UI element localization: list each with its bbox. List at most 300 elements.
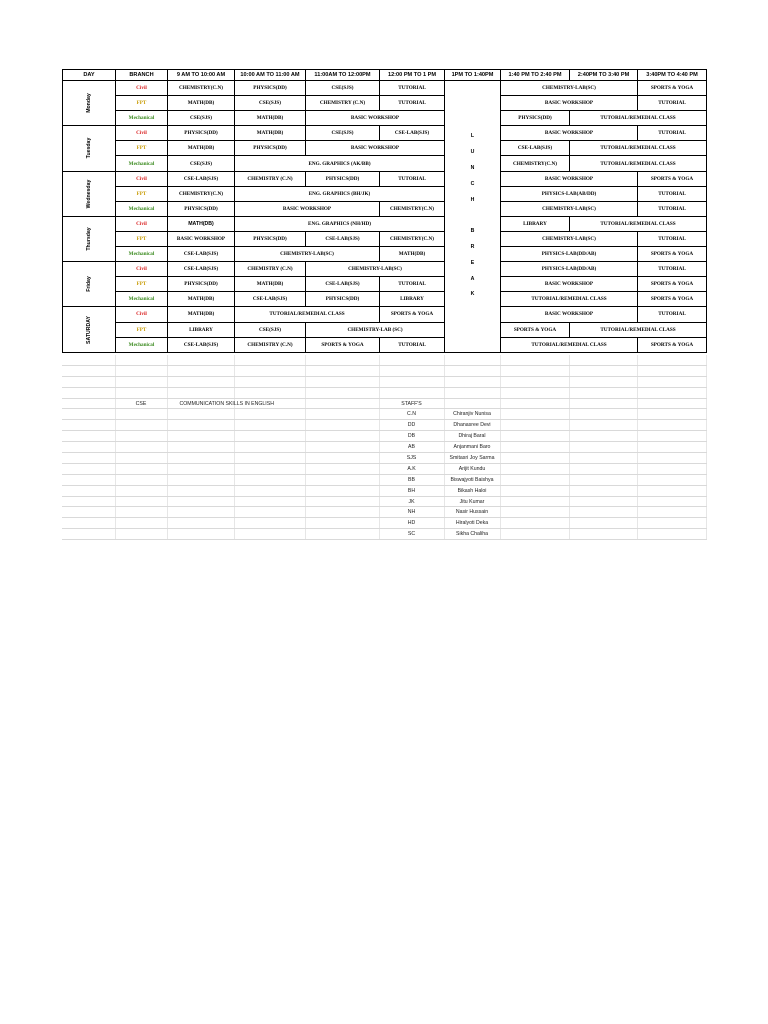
table-row: [63, 141, 707, 156]
staff-name: Bikash Haloi: [444, 485, 500, 496]
grid-cell: [62, 420, 115, 431]
class-cell: MATH(DB): [235, 277, 306, 292]
class-cell: CHEMISTRY (C.N): [235, 171, 306, 186]
grid-cell: [637, 453, 706, 464]
grid-cell: [569, 474, 637, 485]
table-row: [63, 186, 707, 201]
grid-cell: [500, 365, 569, 376]
branch-label: FPT: [116, 186, 168, 201]
class-cell: BASIC WORKSHOP: [306, 111, 445, 126]
grid-cell: [305, 474, 379, 485]
lunch-letter: K: [470, 291, 475, 298]
grid-cell: [62, 518, 115, 529]
day-label: Wednesday: [63, 171, 116, 216]
lunch-letter: L: [470, 133, 475, 140]
class-cell: CSE-LAB(SJS): [168, 171, 235, 186]
grid-cell: [305, 518, 379, 529]
lunch-letter: N: [470, 165, 475, 172]
grid-cell: [115, 474, 167, 485]
class-cell: SPORTS & YOGA: [638, 171, 707, 186]
class-cell: ENG. GRAPHICS (BH/JK): [235, 186, 445, 201]
class-cell: SPORTS & YOGA: [501, 322, 570, 337]
class-cell: CHEMISTRY-LAB(SC): [501, 231, 638, 246]
class-cell: PHYSICS(DD): [235, 231, 306, 246]
staff-code: AB: [379, 442, 444, 453]
grid-cell: [62, 355, 115, 365]
class-cell: SPORTS & YOGA: [380, 307, 445, 322]
grid-row: [62, 518, 706, 529]
class-cell: PHYSICS(DD): [235, 141, 306, 156]
class-cell: TUTORIAL: [638, 96, 707, 111]
grid-cell: [444, 365, 500, 376]
staff-code: JK: [379, 496, 444, 507]
class-cell: CHEMISTRY (C.N): [306, 96, 380, 111]
lunch-letter: H: [470, 196, 475, 203]
class-cell: CSE-LAB(SJS): [306, 277, 380, 292]
class-cell: TUTORIAL: [638, 307, 707, 322]
class-cell: SPORTS & YOGA: [306, 337, 380, 352]
grid-cell: [305, 409, 379, 420]
column-header: DAY: [63, 70, 116, 81]
class-cell: LIBRARY: [380, 292, 445, 307]
staff-code: C.N: [379, 409, 444, 420]
class-cell: MATH(DB): [380, 247, 445, 262]
class-cell: CHEMISTRY-LAB(SC): [501, 201, 638, 216]
grid-cell: [305, 355, 379, 365]
class-cell: TUTORIAL: [638, 186, 707, 201]
grid-cell: [305, 442, 379, 453]
grid-cell: [444, 376, 500, 387]
staff-name: Sikha Chaliha: [444, 529, 500, 540]
class-cell: CHEMISTRY(C.N): [380, 201, 445, 216]
class-cell: PHYSICS-LAB(DD/AB): [501, 247, 638, 262]
grid-row: [62, 463, 706, 474]
grid-cell: [379, 387, 444, 398]
class-cell: BASIC WORKSHOP: [306, 141, 445, 156]
grid-cell: [569, 387, 637, 398]
grid-cell: [62, 387, 115, 398]
grid-cell: [115, 507, 167, 518]
staff-code: BH: [379, 485, 444, 496]
class-cell: CSE-LAB(SJS): [380, 126, 445, 141]
column-header: 1:40 PM TO 2:40 PM: [501, 70, 570, 81]
grid-cell: [569, 365, 637, 376]
grid-cell: [444, 398, 500, 409]
class-cell: CSE-LAB(SJS): [168, 337, 235, 352]
class-cell: PHYSICS(DD): [306, 171, 380, 186]
grid-cell: [379, 376, 444, 387]
grid-row: [62, 409, 706, 420]
grid-cell: [234, 431, 305, 442]
grid-cell: [167, 442, 234, 453]
column-header: BRANCH: [116, 70, 168, 81]
column-header: 2:40PM TO 3:40 PM: [570, 70, 638, 81]
class-cell: BASIC WORKSHOP: [168, 231, 235, 246]
class-cell: SPORTS & YOGA: [638, 277, 707, 292]
class-cell: PHYSICS(DD): [168, 201, 235, 216]
grid-cell: [234, 420, 305, 431]
grid-cell: [305, 529, 379, 540]
grid-cell: [234, 518, 305, 529]
table-row: [63, 231, 707, 246]
grid-cell: [62, 376, 115, 387]
grid-cell: [305, 365, 379, 376]
branch-label: FPT: [116, 141, 168, 156]
grid-cell: [500, 376, 569, 387]
grid-cell: [115, 453, 167, 464]
staff-code: BB: [379, 474, 444, 485]
grid-cell: [500, 529, 569, 540]
grid-cell: [167, 453, 234, 464]
table-row: [63, 337, 707, 352]
class-cell: TUTORIAL: [638, 262, 707, 277]
grid-cell: [637, 507, 706, 518]
staff-code: HD: [379, 518, 444, 529]
class-cell: TUTORIAL: [638, 231, 707, 246]
grid-cell: [637, 463, 706, 474]
grid-cell: [637, 518, 706, 529]
class-cell: BASIC WORKSHOP: [501, 171, 638, 186]
table-row: [63, 126, 707, 141]
grid-row: [62, 387, 706, 398]
grid-cell: [115, 387, 167, 398]
class-cell: TUTORIAL: [638, 201, 707, 216]
class-cell: TUTORIAL: [380, 81, 445, 96]
grid-cell: [115, 376, 167, 387]
lunch-letter: C: [470, 180, 475, 187]
grid-cell: [115, 355, 167, 365]
grid-cell: [234, 355, 305, 365]
grid-cell: [234, 376, 305, 387]
class-cell: CHEMISTRY-LAB(SC): [306, 262, 445, 277]
grid-row: [62, 496, 706, 507]
class-cell: TUTORIAL/REMEDIAL CLASS: [570, 216, 707, 231]
grid-cell: [379, 365, 444, 376]
grid-cell: [500, 463, 569, 474]
branch-label: Civil: [116, 81, 168, 96]
grid-cell: [234, 507, 305, 518]
class-cell: PHYSICS(DD): [306, 292, 380, 307]
grid-row: [62, 453, 706, 464]
branch-label: FPT: [116, 231, 168, 246]
class-cell: TUTORIAL: [380, 337, 445, 352]
grid-cell: [62, 431, 115, 442]
grid-cell: [569, 485, 637, 496]
grid-cell: [305, 387, 379, 398]
class-cell: CSE(SJS): [168, 111, 235, 126]
staff-name: Jitu Kumar: [444, 496, 500, 507]
class-cell: TUTORIAL/REMEDIAL CLASS: [501, 337, 638, 352]
grid-row: [62, 442, 706, 453]
grid-cell: [115, 442, 167, 453]
grid-cell: [637, 420, 706, 431]
grid-cell: [62, 409, 115, 420]
grid-cell: [167, 474, 234, 485]
grid-cell: [62, 485, 115, 496]
grid-cell: [379, 355, 444, 365]
grid-cell: [62, 529, 115, 540]
day-label: Friday: [63, 262, 116, 307]
grid-cell: [167, 420, 234, 431]
lunch-letter: R: [470, 244, 475, 251]
class-cell: LIBRARY: [501, 216, 570, 231]
timetable-sheet: [62, 69, 706, 353]
class-cell: CHEMISTRY-LAB(SC): [501, 81, 638, 96]
column-header: 11:00AM TO 12:00PM: [306, 70, 380, 81]
grid-row: [62, 355, 706, 365]
grid-cell: [115, 496, 167, 507]
branch-label: Civil: [116, 171, 168, 186]
grid-cell: [62, 442, 115, 453]
column-header: 9 AM TO 10:00 AM: [168, 70, 235, 81]
class-cell: CHEMISTRY(C.N): [380, 231, 445, 246]
class-cell: TUTORIAL: [638, 126, 707, 141]
staff-code: NH: [379, 507, 444, 518]
grid-cell: [234, 474, 305, 485]
lunch-break: [445, 81, 501, 353]
class-cell: CSE(SJS): [306, 81, 380, 96]
table-row: [63, 201, 707, 216]
grid-cell: [569, 409, 637, 420]
grid-cell: [569, 496, 637, 507]
column-header: 3:40PM TO 4:40 PM: [638, 70, 707, 81]
legend-area: [62, 355, 707, 540]
grid-cell: [305, 420, 379, 431]
staff-code: DB: [379, 431, 444, 442]
class-cell: CSE(SJS): [235, 322, 306, 337]
class-cell: CSE(SJS): [168, 156, 235, 171]
grid-cell: [62, 507, 115, 518]
grid-cell: [569, 431, 637, 442]
grid-cell: [167, 387, 234, 398]
class-cell: TUTORIAL: [380, 96, 445, 111]
day-label: Tuesday: [63, 126, 116, 171]
table-row: [63, 262, 707, 277]
branch-label: Civil: [116, 307, 168, 322]
grid-cell: [500, 420, 569, 431]
class-cell: MATH(DB): [168, 307, 235, 322]
grid-cell: [637, 355, 706, 365]
grid-cell: [167, 376, 234, 387]
grid-cell: [167, 518, 234, 529]
grid-cell: [234, 485, 305, 496]
lunch-letter: B: [470, 228, 475, 235]
grid-cell: [305, 453, 379, 464]
grid-cell: [637, 474, 706, 485]
grid-cell: [234, 453, 305, 464]
grid-cell: [234, 529, 305, 540]
class-cell: TUTORIAL/REMEDIAL CLASS: [570, 141, 707, 156]
grid-cell: [500, 453, 569, 464]
grid-cell: [167, 496, 234, 507]
table-row: [63, 81, 707, 96]
table-row: [63, 277, 707, 292]
branch-label: Mechanical: [116, 292, 168, 307]
class-cell: SPORTS & YOGA: [638, 337, 707, 352]
class-cell: TUTORIAL/REMEDIAL CLASS: [570, 156, 707, 171]
class-cell: TUTORIAL/REMEDIAL CLASS: [501, 292, 638, 307]
grid-row: [62, 485, 706, 496]
grid-row: [62, 529, 706, 540]
grid-cell: [62, 496, 115, 507]
legend-subject: COMMUNICATION SKILLS IN ENGLISH: [167, 398, 234, 409]
grid-cell: [305, 507, 379, 518]
grid-cell: [569, 518, 637, 529]
grid-cell: [115, 485, 167, 496]
staff-name: Dhanasree Devi: [444, 420, 500, 431]
grid-cell: [500, 409, 569, 420]
day-label: Thursday: [63, 216, 116, 261]
class-cell: MATH(DB): [235, 126, 306, 141]
column-header: 1PM TO 1:40PM: [445, 70, 501, 81]
class-cell: CSE-LAB(SJS): [235, 292, 306, 307]
grid-cell: [234, 409, 305, 420]
column-header: 10:00 AM TO 11:00 AM: [235, 70, 306, 81]
class-cell: ENG. GRAPHICS (NH/HD): [235, 216, 445, 231]
timetable: [62, 69, 707, 353]
class-cell: MATH(DB): [235, 111, 306, 126]
grid-row: [62, 431, 706, 442]
branch-label: Mechanical: [116, 247, 168, 262]
class-cell: PHYSICS(DD): [168, 277, 235, 292]
branch-label: Civil: [116, 126, 168, 141]
grid-cell: [500, 355, 569, 365]
staff-name: Hiralyoti Deka: [444, 518, 500, 529]
grid-cell: [115, 409, 167, 420]
class-cell: SPORTS & YOGA: [638, 247, 707, 262]
grid-cell: [167, 431, 234, 442]
grid-cell: [637, 398, 706, 409]
grid-row: [62, 376, 706, 387]
class-cell: MATH(DB): [168, 216, 235, 231]
class-cell: CHEMISTRY(C.N): [168, 81, 235, 96]
grid-cell: [637, 365, 706, 376]
grid-cell: [62, 463, 115, 474]
table-row: [63, 171, 707, 186]
grid-cell: [569, 376, 637, 387]
class-cell: MATH(DB): [168, 96, 235, 111]
grid-cell: [637, 496, 706, 507]
branch-label: Mechanical: [116, 201, 168, 216]
grid-row: [62, 507, 706, 518]
grid-cell: [569, 463, 637, 474]
branch-label: Civil: [116, 216, 168, 231]
class-cell: CHEMISTRY-LAB (SC): [306, 322, 445, 337]
class-cell: ENG. GRAPHICS (AK/BB): [235, 156, 445, 171]
grid-cell: [500, 518, 569, 529]
grid-cell: [500, 442, 569, 453]
class-cell: LIBRARY: [168, 322, 235, 337]
grid-cell: [637, 431, 706, 442]
grid-cell: [115, 463, 167, 474]
grid-cell: [234, 463, 305, 474]
header-row: [63, 70, 707, 81]
grid-cell: [500, 496, 569, 507]
day-label: Monday: [63, 81, 116, 126]
staff-code: A.K: [379, 463, 444, 474]
grid-cell: [569, 355, 637, 365]
grid-cell: [569, 507, 637, 518]
staff-name: Dhiraj Baral: [444, 431, 500, 442]
grid-row: [62, 420, 706, 431]
grid-cell: [234, 442, 305, 453]
grid-cell: [115, 518, 167, 529]
grid-cell: [167, 409, 234, 420]
grid-cell: [115, 431, 167, 442]
legend-branch: CSE: [115, 398, 167, 409]
grid-cell: [167, 529, 234, 540]
grid-cell: [444, 355, 500, 365]
lunch-letter: A: [470, 275, 475, 282]
class-cell: CHEMISTRY-LAB(SC): [235, 247, 380, 262]
staff-name: Biswajyoti Baishya: [444, 474, 500, 485]
class-cell: BASIC WORKSHOP: [501, 277, 638, 292]
class-cell: SPORTS & YOGA: [638, 81, 707, 96]
lunch-letter: [445, 208, 500, 224]
grid-cell: [500, 485, 569, 496]
grid-cell: [444, 387, 500, 398]
grid-cell: [167, 485, 234, 496]
class-cell: CSE(SJS): [235, 96, 306, 111]
grid-cell: [62, 474, 115, 485]
grid-cell: [500, 387, 569, 398]
table-row: [63, 292, 707, 307]
grid-cell: [115, 420, 167, 431]
table-row: [63, 156, 707, 171]
grid-cell: [167, 355, 234, 365]
class-cell: PHYSICS-LAB(AB/DD): [501, 186, 638, 201]
class-cell: PHYSICS-LAB(DD/AB): [501, 262, 638, 277]
staff-name: Anjanmani Baro: [444, 442, 500, 453]
branch-label: Mechanical: [116, 156, 168, 171]
table-row: [63, 307, 707, 322]
grid-cell: [569, 529, 637, 540]
grid-cell: [305, 431, 379, 442]
staff-code: DD: [379, 420, 444, 431]
grid-cell: [115, 529, 167, 540]
table-row: [63, 247, 707, 262]
column-header: 12:00 PM TO 1 PM: [380, 70, 445, 81]
branch-label: FPT: [116, 96, 168, 111]
class-cell: BASIC WORKSHOP: [501, 126, 638, 141]
grid-cell: [167, 507, 234, 518]
class-cell: TUTORIAL/REMEDIAL CLASS: [570, 111, 707, 126]
table-row: [63, 216, 707, 231]
grid-cell: [500, 507, 569, 518]
grid-cell: [569, 442, 637, 453]
grid-row: [62, 365, 706, 376]
staff-header: STAFF'S: [379, 398, 444, 409]
grid-cell: [569, 453, 637, 464]
grid-cell: [167, 365, 234, 376]
staff-name: Chiranjiv Nunisa: [444, 409, 500, 420]
class-cell: SPORTS & YOGA: [638, 292, 707, 307]
class-cell: BASIC WORKSHOP: [501, 307, 638, 322]
table-row: [63, 322, 707, 337]
branch-label: Mechanical: [116, 337, 168, 352]
class-cell: PHYSICS(DD): [235, 81, 306, 96]
class-cell: TUTORIAL: [380, 277, 445, 292]
class-cell: PHYSICS(DD): [501, 111, 570, 126]
grid-cell: [637, 442, 706, 453]
day-label: SATURDAY: [63, 307, 116, 352]
legend-grid: [62, 355, 707, 540]
grid-cell: [234, 365, 305, 376]
class-cell: CSE-LAB(SJS): [168, 262, 235, 277]
branch-label: FPT: [116, 277, 168, 292]
grid-row: [62, 474, 706, 485]
branch-label: FPT: [116, 322, 168, 337]
